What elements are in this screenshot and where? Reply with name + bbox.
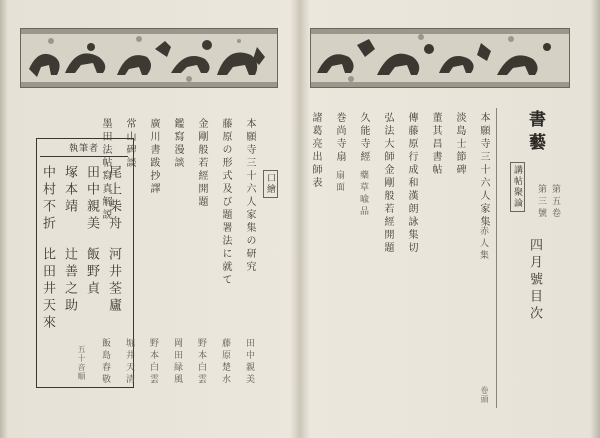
toc-entry-note: 扇面: [334, 170, 344, 194]
left-page: [6, 0, 296, 438]
contributor-name: 中村不折: [40, 165, 55, 233]
toc-entry-author: 野本白雲: [196, 338, 206, 386]
toc-entry-title: 本願寺三十六人家集: [478, 112, 489, 229]
contributor-name: 河井荃廬: [106, 247, 121, 315]
contributor-name: 田中親美: [84, 165, 99, 233]
toc-entry-title: 傳藤原行成和漢朗詠集切: [406, 112, 417, 255]
relief-pattern-image: [21, 29, 277, 87]
toc-entry-title: 巻尚寺扇: [334, 112, 345, 164]
toc-entry-title: 鑑寫漫談: [172, 118, 183, 170]
toc-entry-author: 野本白雲: [148, 338, 158, 386]
toc-entry-title: 董其昌書帖: [430, 112, 441, 177]
issue-label: 第三號: [536, 184, 546, 220]
toc-entry-title: 金剛般若經開題: [196, 118, 207, 209]
toc-entry-note: 赤人集: [478, 226, 488, 262]
toc-entry-author: 藤原楚水: [220, 338, 230, 386]
toc-entry-title: 常山碑談: [124, 118, 135, 170]
toc-entry-title: 諸葛亮出師表: [310, 112, 321, 190]
toc-entry-title: 廣川書跋抄譯: [148, 118, 159, 196]
contributors-box: [36, 138, 134, 388]
toc-entry-author: 堀井天清: [124, 338, 134, 386]
toc-entry-author: 岡田緑風: [172, 338, 182, 386]
magazine-title: 書藝: [525, 110, 545, 156]
relief-pattern-image: [311, 29, 569, 87]
toc-entry-title: 藤原の形式及び題署法に就て: [220, 118, 231, 287]
contributor-name: 辻善之助: [62, 247, 77, 315]
toc-entry-title: 本願寺三十六人家集の研究: [244, 118, 255, 274]
toc-entry-note: 藥草喩品: [358, 170, 368, 218]
contributor-name: 塚本靖: [62, 165, 77, 216]
toc-entry-title: 久能寺經: [358, 112, 369, 164]
toc-entry-page: 卷頭: [480, 386, 489, 404]
kuchie-bracket-label: 口繪: [263, 170, 278, 198]
contributors-title: 執筆者: [40, 142, 128, 157]
toc-entry-author: 飯島春敬: [100, 338, 110, 386]
volume-label: 第五卷: [550, 184, 560, 220]
month-contents-label: 四月號目次: [527, 238, 542, 323]
decorative-relief-band: [310, 28, 570, 88]
contributor-name: 飯野貞: [84, 247, 99, 298]
contributor-name: 尾上柴舟: [106, 165, 121, 233]
right-page: [304, 0, 594, 438]
toc-entry-author: 田中親美: [244, 338, 254, 386]
toc-entry-title: 墨田法帖寫真解説: [100, 118, 111, 222]
contributors-footer: 五十音順: [77, 345, 86, 381]
column-divider: [496, 108, 497, 408]
decorative-relief-band: [20, 28, 278, 88]
toc-entry-title: 弘法大師金剛般若經開題: [382, 112, 393, 255]
toc-entry-title: 淡島士節碑: [454, 112, 465, 177]
contributor-name: 比田井天來: [40, 247, 55, 332]
section-bracket-label: 講帖聚論: [510, 162, 525, 212]
